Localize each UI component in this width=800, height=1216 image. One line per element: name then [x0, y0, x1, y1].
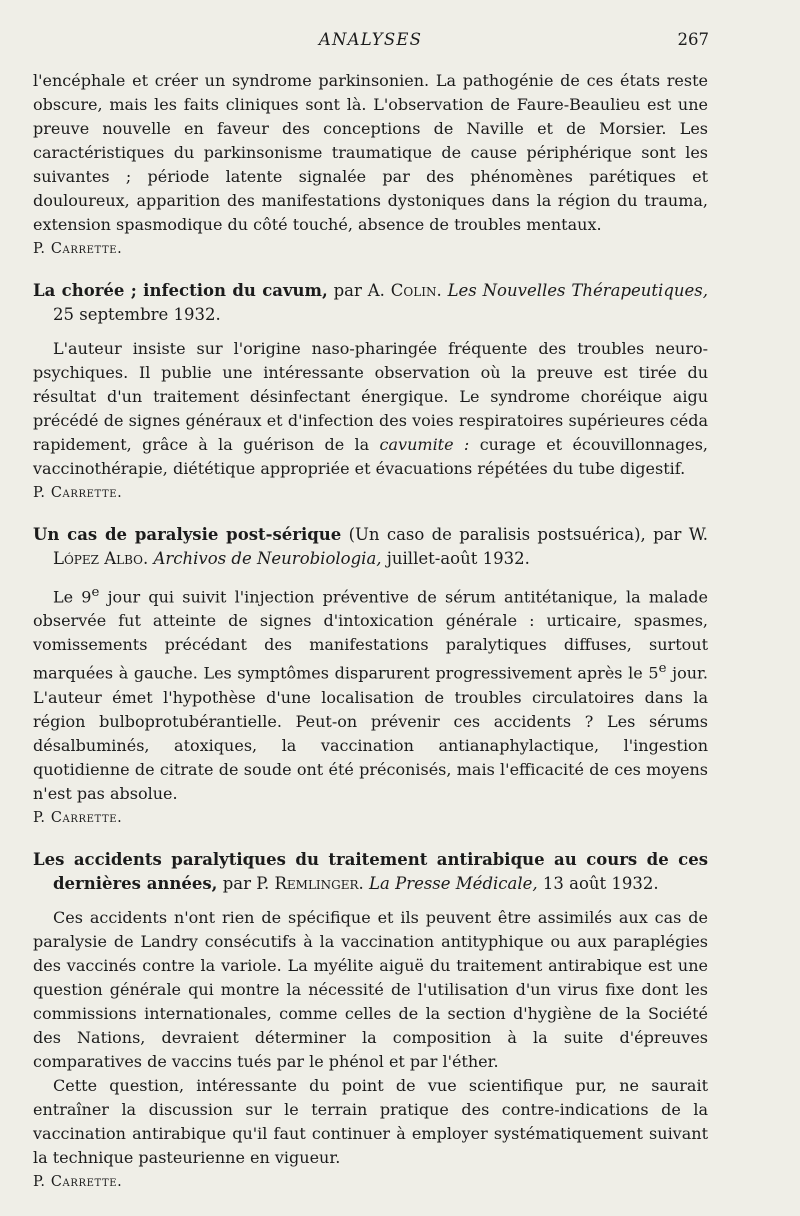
signature-initial: P. — [33, 485, 46, 501]
review-paragraph — [33, 337, 708, 481]
review-journal: Archivos de Neurobiologia, — [153, 549, 382, 568]
review-subtitle: (Un caso de paralisis postsuérica), par — [348, 525, 682, 544]
signature-name: Carrette. — [50, 809, 123, 826]
signature-initial: P. — [33, 1173, 46, 1190]
signature-name: Carrette. — [50, 241, 123, 257]
signature — [33, 481, 708, 505]
paragraph-text: jour qui suivit l'injection préventive de sérum antitétanique, la malade observée fut atteinte de signes d'intoxication générale : urticaire, spasmes, vomissements précédant des manifestations paralytiques diffuses, surtout marquées à gauche. Les symptômes disparurent progressivement après le 5 — [33, 587, 708, 683]
paragraph-emphasis: cavumite : — [379, 435, 470, 454]
signature — [33, 1170, 708, 1194]
paragraph-text: L'auteur insiste sur l'origine naso-pharingée fréquente des troubles neuro-psychiques. Il publie une intéressante observation où la preuve est tirée du résultat d'un traitement désinfectant énergique. Le syndrome choréique aigu précédé de signes généraux et d'infection des voies respiratoires supérieures céda rapidement, grâce à la guérison de la — [33, 339, 708, 454]
review-antirabies-accidents — [33, 848, 708, 1194]
ordinal-suffix: e — [91, 585, 100, 600]
review-date: 25 septembre 1932. — [53, 305, 221, 324]
signature — [33, 237, 708, 261]
review-heading — [33, 523, 708, 571]
review-by: par A. — [333, 281, 385, 300]
continuation-paragraph: l'encéphale et créer un syndrome parkinsonien. La pathogénie de ces états reste obscure, mais les faits cliniques sont là. L'observation de Faure-Beaulieu est une preuve nouvelle en faveur des conceptions de Naville et de Morsier. Les caractéristiques du parkinsonisme traumatique de cause périphérique sont les suivantes ; période latente signalée par des phénomènes parétiques et douloureux, apparition des manifestations dystoniques dans la région du trauma, extension spasmodique du côté touché, absence de troubles mentaux. — [33, 71, 708, 234]
review-paragraph — [33, 581, 708, 806]
review-paragraph: Ces accidents n'ont rien de spécifique et ils peuvent être assimilés aux cas de paralysie de Landry consécutifs à la vaccination antityphique ou aux paraplégies des vaccinés contre la variole. La myélite aiguë du traitement antirabique est une question générale qui montre la nécessité de l'utilisation d'un virus fixe dont les commissions internationales, comme celles de la section d'hygiène de la Société des Nations, devraient déterminer la composition à la suite d'épreuves comparatives de vaccins tués par le phénol et par l'éther. — [33, 907, 708, 1071]
review-author: Remlinger. — [274, 873, 364, 893]
review-title: Les accidents paralytiques du traitement antirabique au cours de ces dernières années, — [33, 849, 708, 893]
signature-name: Carrette. — [50, 485, 123, 501]
review-chorea — [33, 279, 708, 505]
review-heading — [33, 848, 708, 896]
review-journal: Les Nouvelles Thérapeutiques, — [447, 281, 708, 300]
signature-initial: P. — [33, 809, 46, 826]
running-head — [33, 30, 708, 54]
signature-name: Carrette. — [50, 1173, 123, 1190]
paragraph-text-end: curage et écouvillonnages, vaccinothérapie, diététique appropriée et évacuations répétées du tube digestif. — [33, 435, 708, 478]
review-heading — [33, 279, 708, 327]
review-author: Colin. — [390, 281, 442, 300]
review-title: La chorée ; infection du cavum, — [33, 281, 328, 300]
review-title: Un cas de paralysie post-sérique — [33, 525, 342, 544]
review-journal: La Presse Médicale, — [369, 873, 538, 893]
page-number: 267 — [677, 30, 709, 49]
review-author: W. López Albo. — [53, 525, 709, 568]
signature-initial: P. — [33, 241, 46, 257]
paragraph-lead: Le 9 — [53, 587, 92, 607]
review-paragraph: Cette question, intéressante du point de vue scientifique pur, ne saurait entraîner la discussion sur le terrain pratique des contre-indications de la vaccination antirabique qu'il faut continuer à employer systématiquement suivant la technique pasteurienne en vigueur. — [33, 1075, 708, 1167]
review-by: par P. — [222, 873, 270, 893]
paragraph-text-end: jour. L'auteur émet l'hypothèse d'une localisation de troubles circulatoires dans la région bulboprotubérantielle. Peut-on prévenir ces accidents ? Les sérums désalbuminés, atoxiques, la vaccination antianaphylactique, l'ingestion quotidienne de citrate de soude ont été préconisés, mais l'efficacité de ces moyens n'est pas absolue. — [33, 663, 708, 803]
running-title: ANALYSES — [318, 30, 423, 49]
ordinal-suffix: e — [658, 661, 667, 677]
review-post-serum-paralysis — [33, 523, 708, 830]
review-date: 13 août 1932. — [542, 873, 659, 893]
continuation-block — [33, 69, 708, 261]
review-date: juillet-août 1932. — [386, 549, 530, 568]
signature — [33, 806, 708, 830]
